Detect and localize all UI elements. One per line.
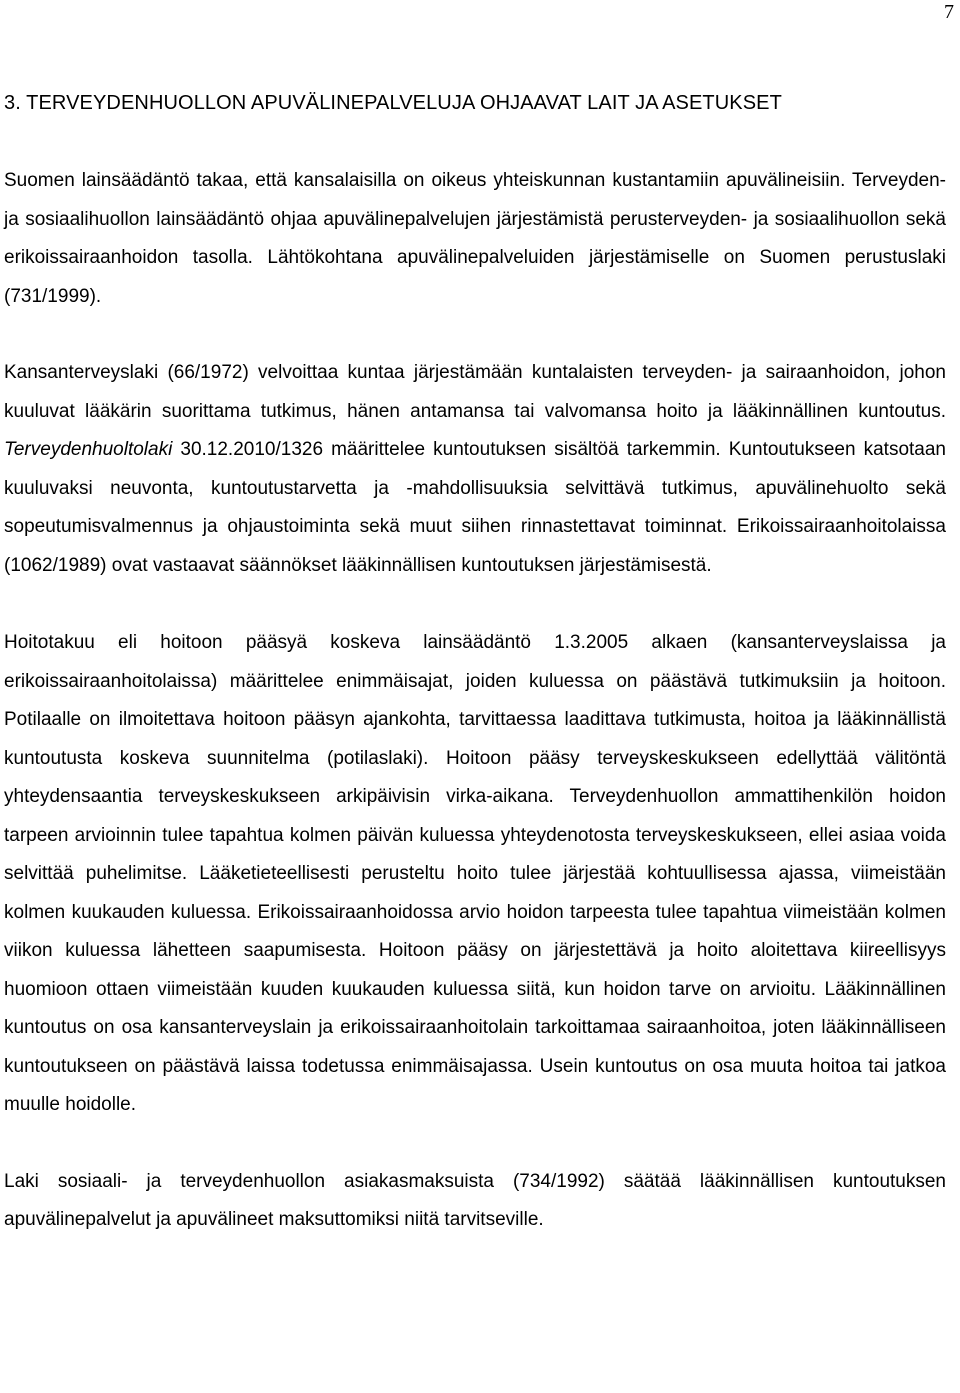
page-number: 7: [944, 1, 954, 23]
paragraph-legislation-intro: Suomen lainsäädäntö takaa, että kansalaisilla on oikeus yhteiskunnan kustantamiin apuvälineisiin. Terveyden- ja sosiaalihuollon lainsäädäntö ohjaa apuvälinepalvelujen järjestämistä perusterveyden- ja sosiaalihuollon sekä erikoissairaanhoidon tasolla. Lähtökohtana apuvälinepalveluiden järjestämiselle on Suomen perustuslaki (731/1999).: [4, 170, 946, 307]
paragraph-text-part: 30.12.2010/1326 määrittelee kuntoutuksen sisältöä tarkemmin. Kuntoutukseen katsotaan kuuluvaksi neuvonta, kuntoutustarvetta ja -mahdollisuuksia selvittävä tutkimus, apuvälinehuolto sekä sopeutumisvalmennus ja ohjaustoiminta sekä muut siihen rinnastettavat toiminnat. Erikoissairaanhoitolaissa (1062/1989) ovat vastaavat säännökset lääkinnällisen kuntoutuksen järjestämisestä.: [4, 439, 946, 576]
paragraph-text-part: Kansanterveyslaki (66/1972) velvoittaa kuntaa järjestämään kuntalaisten terveyden- ja sairaanhoidon, johon kuuluvat lääkärin suorittama tutkimus, hänen antamansa tai valvomansa hoito ja lääkinnällinen kuntoutus.: [4, 362, 946, 422]
paragraph-client-fees-act: Laki sosiaali- ja terveydenhuollon asiakasmaksuista (734/1992) säätää lääkinnällisen kuntoutuksen apuvälinepalvelut ja apuvälineet maksuttomiksi niitä tarvitseville.: [4, 1170, 946, 1230]
paragraph-public-health-act: [4, 354, 946, 585]
health-care-act-title: Terveydenhuoltolaki: [4, 439, 173, 460]
document-body: [4, 86, 946, 1240]
paragraph-care-guarantee: Hoitotakuu eli hoitoon pääsyä koskeva lainsäädäntö 1.3.2005 alkaen (kansanterveyslaissa ja erikoissairaanhoitolaissa) määrittelee enimmäisajat, joiden kuluessa on päästävä tutkimuksiin ja hoitoon. Potilaalle on ilmoitettava hoitoon pääsyn ajankohta, tarvittaessa laadittava tutkimusta, hoitoa ja lääkinnällistä kuntoutusta koskeva suunnitelma (potilaslaki). Hoitoon pääsy terveyskeskukseen edellyttää välitöntä yhteydensaantia terveyskeskukseen arkipäivisin virka-aikana. Terveydenhuollon ammattihenkilön hoidon tarpeen arvioinnin tulee tapahtua kolmen päivän kuluessa yhteydenotosta terveyskeskukseen, ellei asiaa voida selvittää puhelimitse. Lääketieteellisesti perusteltu hoito tulee järjestää kohtuullisessa ajassa, viimeistään kolmen kuukauden kuluessa. Erikoissairaanhoidossa arvio hoidon tarpeesta tulee tapahtua viimeistään kolmen viikon kuluessa lähetteen saapumisesta. Hoitoon pääsy on järjestettävä ja hoito aloitettava kiireellisyys huomioon ottaen viimeistään kuuden kuukauden kuluessa siitä, kun hoidon tarve on arvioitu. Lääkinnällinen kuntoutus on osa kansanterveyslain ja erikoissairaanhoitolain tarkoittamaa sairaanhoitoa, joten lääkinnälliseen kuntoutukseen on päästävä laissa todetussa enimmäisajassa. Usein kuntoutus on osa muuta hoitoa tai jatkoa muulle hoidolle.: [4, 632, 946, 1115]
section-heading: 3. TERVEYDENHUOLLON APUVÄLINEPALVELUJA OHJAAVAT LAIT JA ASETUKSET: [4, 92, 782, 114]
